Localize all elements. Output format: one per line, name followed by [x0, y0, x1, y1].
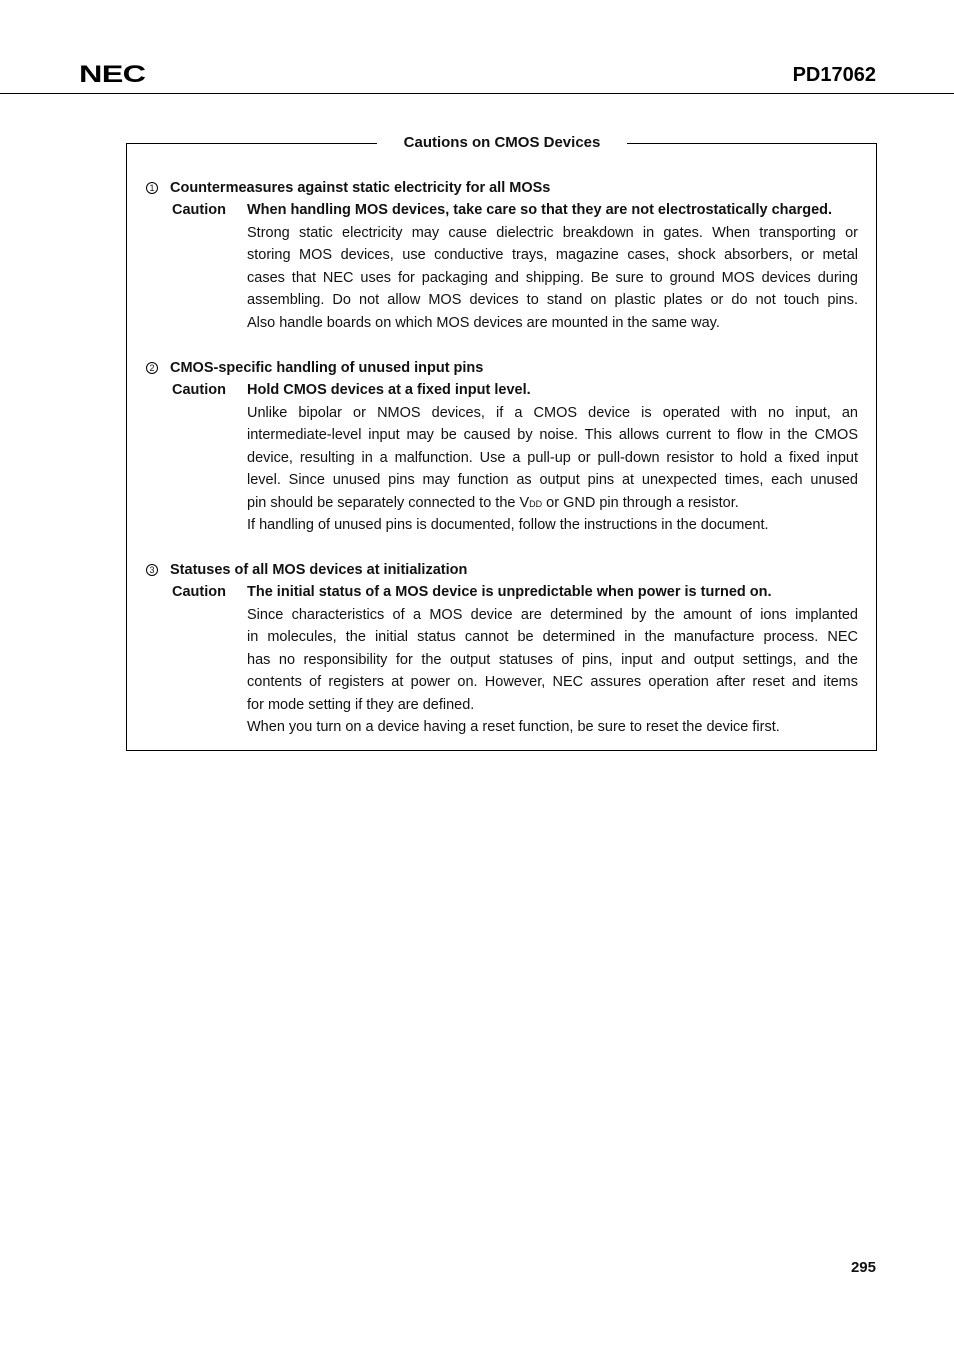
body-line: has no responsibility for the output statuses of pins, input and output settings, and the [247, 651, 858, 668]
caution-label: Caution [172, 584, 226, 601]
caution-text: Hold CMOS devices at a fixed input level. [247, 382, 531, 399]
body-line: assembling. Do not allow MOS devices to stand on plastic plates or do not touch pins. [247, 292, 858, 308]
section-title: CMOS-specific handling of unused input pins [170, 360, 484, 376]
header-rule [0, 93, 954, 94]
body-line: If handling of unused pins is documented, follow the instructions in the document. [247, 517, 769, 533]
caution-row [146, 199, 862, 222]
body-line: storing MOS devices, use conductive trays, magazine cases, shock absorbers, or metal [247, 247, 858, 263]
circled-number: 1 [146, 182, 158, 194]
body-line: intermediate-level input may be caused by noise. This allows current to flow in the CMOS [247, 427, 858, 443]
section-2 [146, 357, 862, 537]
body-line: Unlike bipolar or NMOS devices, if a CMOS device is operated with no input, an [247, 404, 858, 421]
body-line: When you turn on a device having a reset function, be sure to reset the device first. [247, 719, 780, 735]
body-line: Strong static electricity may cause dielectric breakdown in gates. When transporting or [247, 224, 858, 241]
body-line: for mode setting if they are defined. [247, 696, 475, 713]
nec-logo: NEC [79, 61, 146, 88]
caution-text: When handling MOS devices, take care so that they are not electrostatically charged. [247, 202, 833, 219]
circled-number: 2 [146, 362, 158, 374]
body-line: level. Since unused pins may function as output pins at unexpected times, each unused [247, 472, 858, 488]
body-line: contents of registers at power on. However, NEC assures operation after reset and items [247, 674, 858, 690]
body-line: cases that NEC uses for packaging and shipping. Be sure to ground MOS devices during [247, 269, 858, 286]
vdd-subscript: DD [529, 498, 543, 509]
body-line: Also handle boards on which MOS devices are mounted in the same way. [247, 314, 720, 331]
caution-row [146, 379, 862, 402]
caution-label: Caution [172, 202, 226, 219]
body-line: Since characteristics of a MOS device are determined by the amount of ions implanted [247, 606, 858, 623]
section-title: Countermeasures against static electricity for all MOSs [170, 180, 551, 196]
section-3 [146, 559, 862, 739]
vdd-line-after: or GND pin through a resistor. [542, 494, 739, 511]
page-number: 295 [850, 1259, 876, 1276]
section-heading [146, 559, 862, 581]
body-line: in molecules, the initial status cannot be determined in the manufacture process. NEC [247, 629, 858, 645]
caution-text: The initial status of a MOS device is unpredictable when power is turned on. [247, 584, 772, 601]
body-line-vdd [247, 492, 858, 515]
section-1 [146, 177, 862, 334]
vdd-line-before: pin should be separately connected to the V [247, 494, 530, 511]
caution-label: Caution [172, 382, 226, 399]
box-title: Cautions on CMOS Devices [377, 134, 627, 152]
section-title: Statuses of all MOS devices at initialization [170, 562, 468, 578]
document-id: PD17062 [792, 64, 876, 86]
body-line: device, resulting in a malfunction. Use a pull-up or pull-down resistor to hold a fixed input [247, 449, 858, 466]
section-heading [146, 357, 862, 379]
circled-number: 3 [146, 564, 158, 576]
section-heading [146, 177, 862, 199]
caution-row [146, 581, 862, 604]
